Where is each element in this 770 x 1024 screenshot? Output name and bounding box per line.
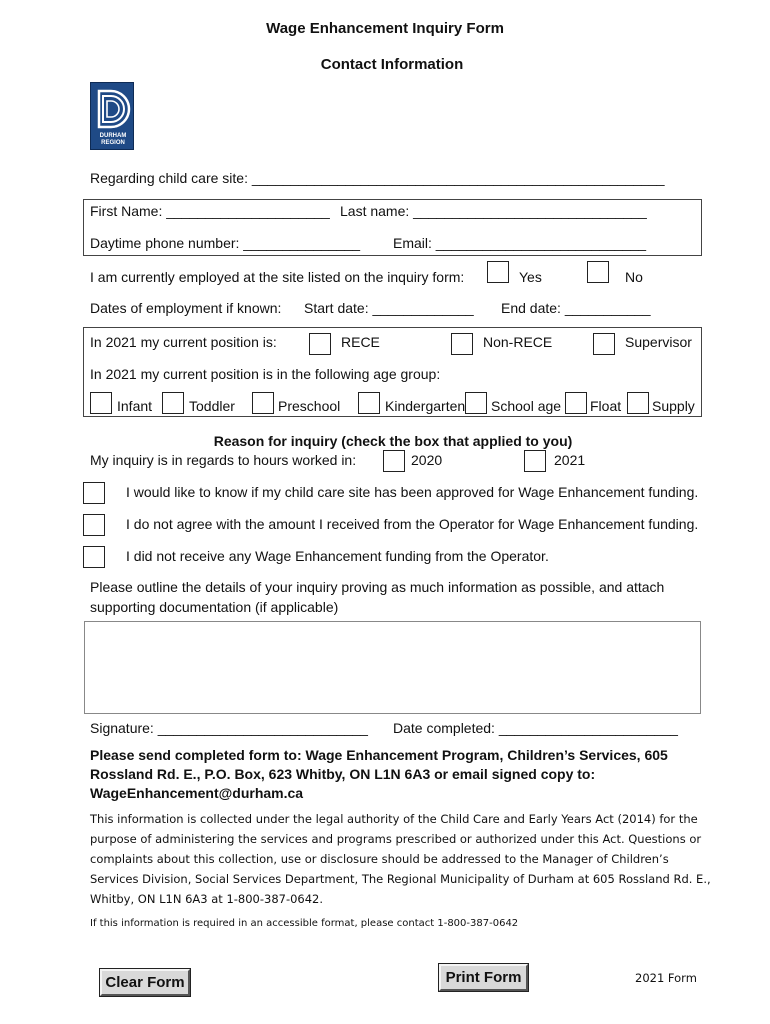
end-date-field[interactable]: End date: ___________ [501, 300, 651, 316]
form-year-label: 2021 Form [635, 971, 697, 985]
legal-line: purpose of administering the services and programs prescribed or authorized under this Act. Questions or [90, 832, 702, 846]
toddler-label: Toddler [189, 398, 235, 414]
email-field[interactable]: Email: ___________________________ [393, 235, 647, 251]
reason-not-received-label: I did not receive any Wage Enhancement funding from the Operator. [126, 548, 549, 564]
logo-text-region: REGION [101, 140, 125, 146]
reason-approved-checkbox[interactable] [83, 482, 105, 504]
phone-field[interactable]: Daytime phone number: _______________ [90, 235, 361, 251]
first-name-field[interactable]: First Name: _____________________ [90, 203, 330, 219]
legal-line: Whitby, ON L1N 6A3 at 1-800-387-0642. [90, 892, 324, 906]
supervisor-label: Supervisor [625, 334, 692, 350]
toddler-checkbox[interactable] [162, 392, 184, 414]
legal-line: complaints about this collection, use or disclosure should be addressed to the Manager of Children’s [90, 852, 669, 866]
reason-heading: Reason for inquiry (check the box that applied to you) [213, 433, 573, 449]
year-2020-checkbox[interactable] [383, 450, 405, 472]
reason-not-received-checkbox[interactable] [83, 546, 105, 568]
school-age-label: School age [491, 398, 562, 414]
infant-label: Infant [117, 398, 153, 414]
employed-no-label: No [625, 269, 643, 285]
supervisor-checkbox[interactable] [593, 333, 615, 355]
age-group-label: In 2021 my current position is in the following age group: [90, 366, 441, 382]
supply-checkbox[interactable] [627, 392, 649, 414]
print-form-button[interactable]: Print Form [439, 964, 528, 991]
clear-form-button[interactable]: Clear Form [100, 969, 190, 996]
reason-disagree-checkbox[interactable] [83, 514, 105, 536]
school-age-checkbox[interactable] [465, 392, 487, 414]
employed-yes-checkbox[interactable] [487, 261, 509, 283]
date-completed-field[interactable]: Date completed: _______________________ [393, 720, 678, 736]
non-rece-label: Non-RECE [483, 334, 553, 350]
reason-approved-label: I would like to know if my child care site has been approved for Wage Enhancement funding. [126, 484, 699, 500]
details-instructions-line1: Please outline the details of your inquiry proving as much information as possible, and attach [90, 579, 665, 595]
float-checkbox[interactable] [565, 392, 587, 414]
send-instructions-line1: Please send completed form to: Wage Enhancement Program, Children’s Services, 605 [90, 747, 668, 763]
rece-checkbox[interactable] [309, 333, 331, 355]
send-email: WageEnhancement@durham.ca [90, 785, 304, 801]
supply-label: Supply [652, 398, 695, 414]
last-name-field[interactable]: Last name: ______________________________ [340, 203, 647, 219]
infant-checkbox[interactable] [90, 392, 112, 414]
durham-d-icon [91, 85, 133, 133]
rece-label: RECE [341, 334, 380, 350]
durham-region-logo [90, 82, 134, 150]
start-date-field[interactable]: Start date: _____________ [304, 300, 474, 316]
form-title: Wage Enhancement Inquiry Form [266, 20, 504, 37]
kindergarten-checkbox[interactable] [358, 392, 380, 414]
float-label: Float [590, 398, 622, 414]
legal-line: This information is collected under the legal authority of the Child Care and Early Years Act (2014) for the [90, 812, 698, 826]
year-2021-label: 2021 [554, 452, 586, 468]
employed-yes-label: Yes [519, 269, 542, 285]
preschool-label: Preschool [278, 398, 341, 414]
accessible-format-note: If this information is required in an accessible format, please contact 1-800-387-0642 [90, 918, 519, 929]
logo-text-durham: DURHAM [99, 133, 127, 139]
form-subtitle: Contact Information [320, 56, 464, 73]
details-instructions-line2: supporting documentation (if applicable) [90, 599, 339, 615]
preschool-checkbox[interactable] [252, 392, 274, 414]
position-label: In 2021 my current position is: [90, 334, 277, 350]
signature-field[interactable]: Signature: ___________________________ [90, 720, 368, 736]
non-rece-checkbox[interactable] [451, 333, 473, 355]
inquiry-details-textarea[interactable] [84, 621, 701, 714]
child-care-site-field[interactable]: Regarding child care site: _____________________________________________________ [90, 170, 665, 186]
dates-label: Dates of employment if known: [90, 300, 282, 316]
employed-no-checkbox[interactable] [587, 261, 609, 283]
reason-disagree-label: I do not agree with the amount I received from the Operator for Wage Enhancement funding. [126, 516, 699, 532]
year-2021-checkbox[interactable] [524, 450, 546, 472]
year-2020-label: 2020 [411, 452, 443, 468]
hours-label: My inquiry is in regards to hours worked in: [90, 452, 357, 468]
legal-line: Services Division, Social Services Department, The Regional Municipality of Durham at 605 Rossland Rd. E., [90, 872, 711, 886]
employment-question: I am currently employed at the site listed on the inquiry form: [90, 269, 465, 285]
send-instructions-line2: Rossland Rd. E., P.O. Box, 623 Whitby, ON L1N 6A3 or email signed copy to: [90, 766, 596, 782]
kindergarten-label: Kindergarten [385, 398, 466, 414]
